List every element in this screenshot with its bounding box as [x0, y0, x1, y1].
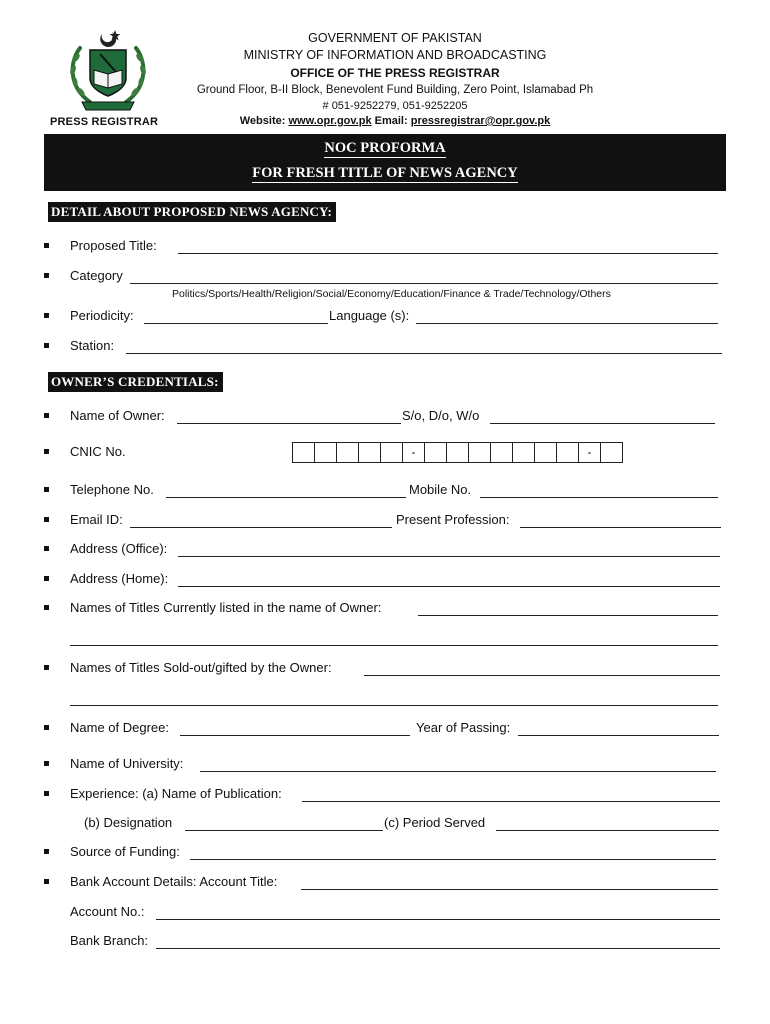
designation-field[interactable] [185, 830, 383, 831]
header-government: GOVERNMENT OF PAKISTAN [308, 31, 482, 45]
experience-label: Experience: (a) Name of Publication: [70, 786, 282, 801]
titles-listed-label: Names of Titles Currently listed in the name of Owner: [70, 600, 382, 615]
bullet [44, 487, 49, 492]
account-no-label: Account No.: [70, 904, 145, 919]
profession-field[interactable] [520, 527, 721, 528]
address-home-label: Address (Home): [70, 571, 169, 586]
bullet [44, 313, 49, 318]
bullet [44, 413, 49, 418]
telephone-field[interactable] [166, 497, 406, 498]
bullet [44, 546, 49, 551]
website-link[interactable]: www.opr.gov.pk [288, 115, 372, 127]
cnic-digit-box[interactable] [490, 442, 513, 463]
cnic-digit-box[interactable] [314, 442, 337, 463]
bank-account-label: Bank Account Details: Account Title: [70, 874, 278, 889]
email-id-field[interactable] [130, 527, 392, 528]
category-hint: Politics/Sports/Health/Religion/Social/Economy/Education/Finance & Trade/Technology/Others [172, 288, 611, 300]
owner-name-label: Name of Owner: [70, 408, 165, 423]
mobile-field[interactable] [480, 497, 718, 498]
bullet [44, 243, 49, 248]
periodicity-label: Periodicity: [70, 308, 134, 323]
header-ministry: MINISTRY OF INFORMATION AND BROADCASTING [243, 48, 547, 62]
funding-row [44, 844, 724, 864]
experience-row [44, 786, 724, 806]
university-label: Name of University: [70, 756, 184, 771]
publication-field[interactable] [302, 801, 720, 802]
bullet [44, 725, 49, 730]
account-title-field[interactable] [301, 889, 718, 890]
logo-caption: PRESS REGISTRAR [50, 116, 159, 128]
cnic-digit-box[interactable] [468, 442, 491, 463]
email-link[interactable]: pressregistrar@opr.gov.pk [410, 115, 551, 127]
address-office-label: Address (Office): [70, 541, 168, 556]
bullet [44, 343, 49, 348]
section-heading-news-agency: DETAIL ABOUT PROPOSED NEWS AGENCY: [48, 202, 336, 222]
header-phone: # 051-9252279, 051-9252205 [322, 100, 468, 112]
degree-label: Name of Degree: [70, 720, 169, 735]
titles-sold-field[interactable] [364, 675, 720, 676]
degree-field[interactable] [180, 735, 410, 736]
proposed-title-row [44, 238, 724, 258]
bullet [44, 879, 49, 884]
bullet [44, 449, 49, 454]
bullet [44, 665, 49, 670]
station-field[interactable] [126, 353, 722, 354]
header-address: Ground Floor, B-II Block, Benevolent Fund Building, Zero Point, Islamabad Ph [196, 84, 594, 96]
cnic-digit-box[interactable] [512, 442, 535, 463]
phone-row [44, 482, 724, 502]
funding-label: Source of Funding: [70, 844, 180, 859]
mobile-label: Mobile No. [409, 482, 472, 497]
period-served-field[interactable] [496, 830, 719, 831]
cnic-digit-box[interactable] [358, 442, 381, 463]
category-field[interactable] [130, 283, 718, 284]
cnic-digit-box[interactable] [600, 442, 623, 463]
owner-name-field[interactable] [177, 423, 401, 424]
header-office: OFFICE OF THE PRESS REGISTRAR [290, 66, 500, 80]
cnic-digit-box[interactable] [534, 442, 557, 463]
form-subtitle: FOR FRESH TITLE OF NEWS AGENCY [252, 165, 518, 181]
bank-branch-label: Bank Branch: [70, 933, 149, 948]
email-label: Email: [374, 115, 408, 127]
cnic-digit-box[interactable] [380, 442, 403, 463]
titles-listed-field-continued[interactable] [70, 645, 718, 646]
titles-listed-field[interactable] [418, 615, 718, 616]
cnic-digit-box[interactable] [446, 442, 469, 463]
titles-listed-row [44, 600, 724, 620]
cnic-input-boxes[interactable] [293, 442, 623, 463]
year-passing-label: Year of Passing: [416, 720, 511, 735]
cnic-digit-box[interactable] [336, 442, 359, 463]
telephone-label: Telephone No. [70, 482, 154, 497]
owner-name-row [44, 408, 724, 428]
station-row [44, 338, 724, 358]
relation-field[interactable] [490, 423, 715, 424]
cnic-label: CNIC No. [70, 444, 126, 459]
university-row [44, 756, 724, 776]
proposed-title-label: Proposed Title: [70, 238, 157, 253]
degree-row [44, 720, 724, 740]
category-label: Category [70, 268, 123, 283]
website-label: Website: [239, 115, 286, 127]
bank-branch-field[interactable] [156, 948, 720, 949]
form-title: NOC PROFORMA [324, 140, 446, 156]
titles-sold-row [44, 660, 724, 680]
cnic-digit-box[interactable] [424, 442, 447, 463]
header-web-email [160, 113, 630, 129]
bullet [44, 791, 49, 796]
address-office-row [44, 541, 724, 561]
category-row [44, 268, 724, 288]
address-home-row [44, 571, 724, 591]
profession-label: Present Profession: [396, 512, 510, 527]
titles-sold-field-continued[interactable] [70, 705, 718, 706]
address-home-field[interactable] [178, 586, 720, 587]
bullet [44, 849, 49, 854]
bullet [44, 273, 49, 278]
bank-account-row [44, 874, 724, 894]
account-no-field[interactable] [156, 919, 720, 920]
station-label: Station: [70, 338, 115, 353]
proposed-title-field[interactable] [178, 253, 718, 254]
year-passing-field[interactable] [518, 735, 719, 736]
languages-field[interactable] [416, 323, 718, 324]
bullet [44, 517, 49, 522]
designation-label: (b) Designation [84, 815, 173, 830]
university-field[interactable] [200, 771, 716, 772]
address-office-field[interactable] [178, 556, 720, 557]
email-row [44, 512, 724, 532]
languages-label: Language (s): [329, 308, 410, 323]
relation-label: S/o, D/o, W/o [402, 408, 480, 423]
designation-row [44, 815, 724, 835]
periodicity-field[interactable] [144, 323, 328, 324]
press-registrar-logo [62, 26, 154, 114]
cnic-digit-box[interactable] [292, 442, 315, 463]
funding-field[interactable] [190, 859, 716, 860]
bank-branch-row [44, 933, 724, 953]
periodicity-row [44, 308, 724, 328]
bullet [44, 605, 49, 610]
email-id-label: Email ID: [70, 512, 123, 527]
bullet [44, 761, 49, 766]
bullet [44, 576, 49, 581]
account-no-row [44, 904, 724, 924]
cnic-separator: - [402, 442, 425, 463]
titles-sold-label: Names of Titles Sold-out/gifted by the Owner: [70, 660, 332, 675]
cnic-digit-box[interactable] [556, 442, 579, 463]
form-title-banner [44, 134, 726, 191]
period-served-label: (c) Period Served [384, 815, 486, 830]
section-heading-owner: OWNER’S CREDENTIALS: [48, 372, 223, 392]
cnic-separator: - [578, 442, 601, 463]
